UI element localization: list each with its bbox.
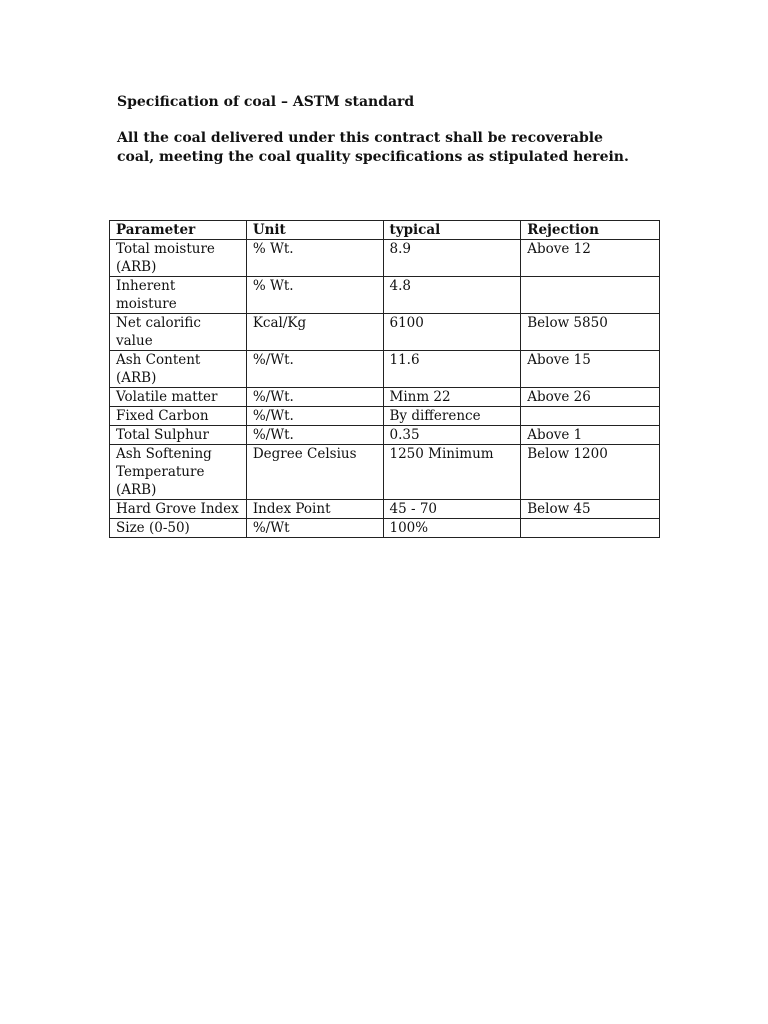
cell-rejection: Below 1200 [521, 445, 660, 500]
cell-rejection [521, 277, 660, 314]
table-row [110, 500, 660, 519]
cell-parameter: Total Sulphur [110, 426, 247, 445]
cell-typical: 100% [383, 519, 521, 538]
cell-unit: Kcal/Kg [246, 314, 383, 351]
header-parameter: Parameter [110, 221, 247, 240]
header-unit: Unit [246, 221, 383, 240]
cell-rejection: Above 12 [521, 240, 660, 277]
intro-line-1: All the coal delivered under this contract shall be recoverable [117, 130, 603, 146]
cell-unit: %/Wt [246, 519, 383, 538]
table-header-row [110, 221, 660, 240]
cell-typical: Minm 22 [383, 388, 521, 407]
cell-parameter: Ash Softening Temperature (ARB) [110, 445, 247, 500]
intro-paragraph [117, 129, 677, 167]
table-row [110, 351, 660, 388]
cell-typical: 45 - 70 [383, 500, 521, 519]
cell-rejection: Above 1 [521, 426, 660, 445]
document-heading: Specification of coal – ASTM standard [117, 94, 415, 110]
table-row [110, 388, 660, 407]
cell-rejection [521, 519, 660, 538]
table-row [110, 519, 660, 538]
coal-spec-table [109, 220, 660, 538]
header-rejection: Rejection [521, 221, 660, 240]
cell-parameter: Net calorific value [110, 314, 247, 351]
cell-parameter: Size (0-50) [110, 519, 247, 538]
cell-typical: 11.6 [383, 351, 521, 388]
cell-rejection: Below 5850 [521, 314, 660, 351]
table-row [110, 240, 660, 277]
table-row [110, 426, 660, 445]
cell-parameter: Volatile matter [110, 388, 247, 407]
cell-parameter: Hard Grove Index [110, 500, 247, 519]
cell-typical: 6100 [383, 314, 521, 351]
cell-typical: 8.9 [383, 240, 521, 277]
cell-parameter: Fixed Carbon [110, 407, 247, 426]
cell-parameter: Total moisture (ARB) [110, 240, 247, 277]
cell-unit: Index Point [246, 500, 383, 519]
cell-rejection: Above 15 [521, 351, 660, 388]
cell-typical: 1250 Minimum [383, 445, 521, 500]
cell-unit: %/Wt. [246, 426, 383, 445]
cell-rejection: Below 45 [521, 500, 660, 519]
cell-rejection: Above 26 [521, 388, 660, 407]
header-typical: typical [383, 221, 521, 240]
cell-parameter: Ash Content (ARB) [110, 351, 247, 388]
cell-unit: %/Wt. [246, 388, 383, 407]
cell-rejection [521, 407, 660, 426]
table-row [110, 445, 660, 500]
intro-line-2: coal, meeting the coal quality specifications as stipulated herein. [117, 149, 629, 165]
cell-unit: % Wt. [246, 277, 383, 314]
cell-unit: %/Wt. [246, 407, 383, 426]
cell-typical: 4.8 [383, 277, 521, 314]
cell-unit: % Wt. [246, 240, 383, 277]
cell-unit: %/Wt. [246, 351, 383, 388]
cell-typical: By difference [383, 407, 521, 426]
table-row [110, 314, 660, 351]
cell-unit: Degree Celsius [246, 445, 383, 500]
table-row [110, 407, 660, 426]
cell-parameter: Inherent moisture [110, 277, 247, 314]
cell-typical: 0.35 [383, 426, 521, 445]
table-row [110, 277, 660, 314]
